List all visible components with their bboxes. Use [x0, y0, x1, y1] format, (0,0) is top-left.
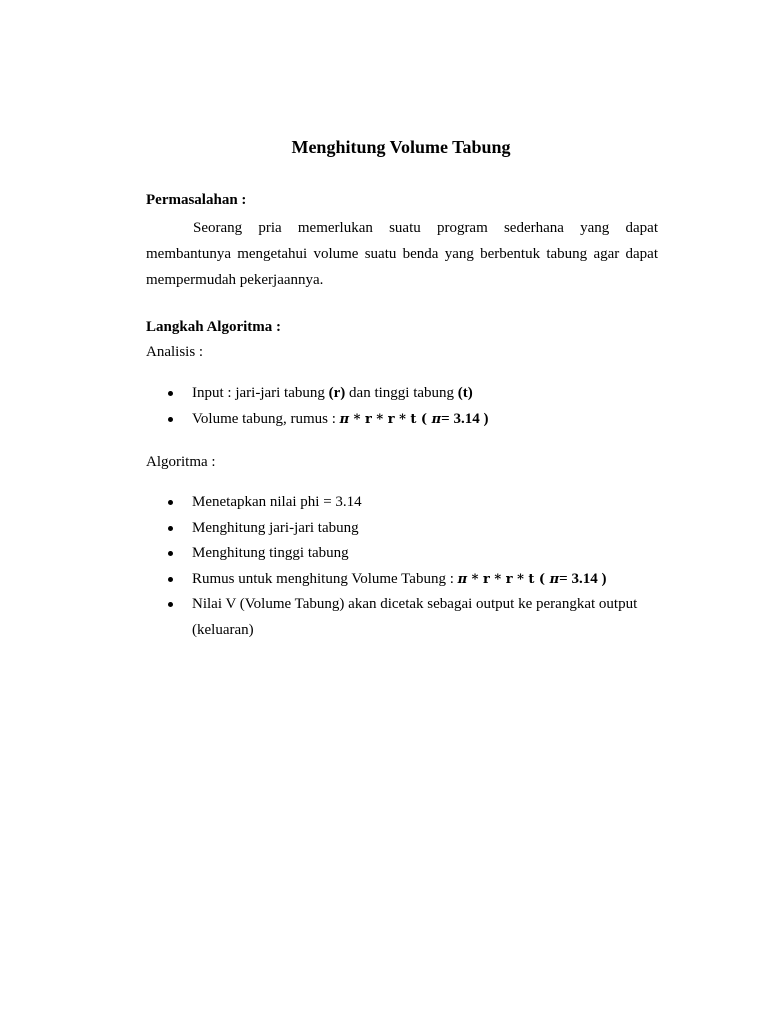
list-item: Menghitung jari-jari tabung	[168, 516, 668, 542]
list-item: Volume tabung, rumus : π * r * r * t ( π= 3.14 )	[168, 407, 668, 433]
algoritma-list	[168, 490, 668, 643]
bullet-icon	[168, 551, 173, 556]
analisis-label: Analisis :	[146, 344, 204, 360]
bullet-icon	[168, 602, 173, 607]
list-item: Input : jari-jari tabung (r) dan tinggi tabung (t)	[168, 381, 668, 407]
bullet-icon	[168, 417, 173, 422]
paragraph-line: membantunya mengetahui volume suatu benda yang berbentuk tabung agar dapat	[146, 246, 658, 262]
bullet-icon	[168, 526, 173, 531]
algoritma-label: Algoritma :	[146, 454, 216, 470]
list-item: Menetapkan nilai phi = 3.14	[168, 490, 668, 516]
list-item: Menghitung tinggi tabung	[168, 541, 668, 567]
paragraph-line: mempermudah pekerjaannya.	[146, 272, 324, 288]
bullet-icon	[168, 500, 173, 505]
paragraph-line: Seorang pria memerlukan suatu program sederhana yang dapat	[193, 220, 658, 236]
page-title: Menghitung Volume Tabung	[291, 137, 511, 157]
langkah-heading: Langkah Algoritma :	[146, 319, 282, 335]
list-item: Rumus untuk menghitung Volume Tabung : π * r * r * t ( π= 3.14 )	[168, 567, 668, 593]
analisis-list	[168, 381, 668, 432]
bullet-icon	[168, 391, 173, 396]
bullet-icon	[168, 577, 173, 582]
permasalahan-heading: Permasalahan :	[146, 192, 247, 208]
list-item: Nilai V (Volume Tabung) akan dicetak sebagai output ke perangkat output (keluaran)	[168, 592, 668, 643]
permasalahan-paragraph	[146, 215, 658, 293]
